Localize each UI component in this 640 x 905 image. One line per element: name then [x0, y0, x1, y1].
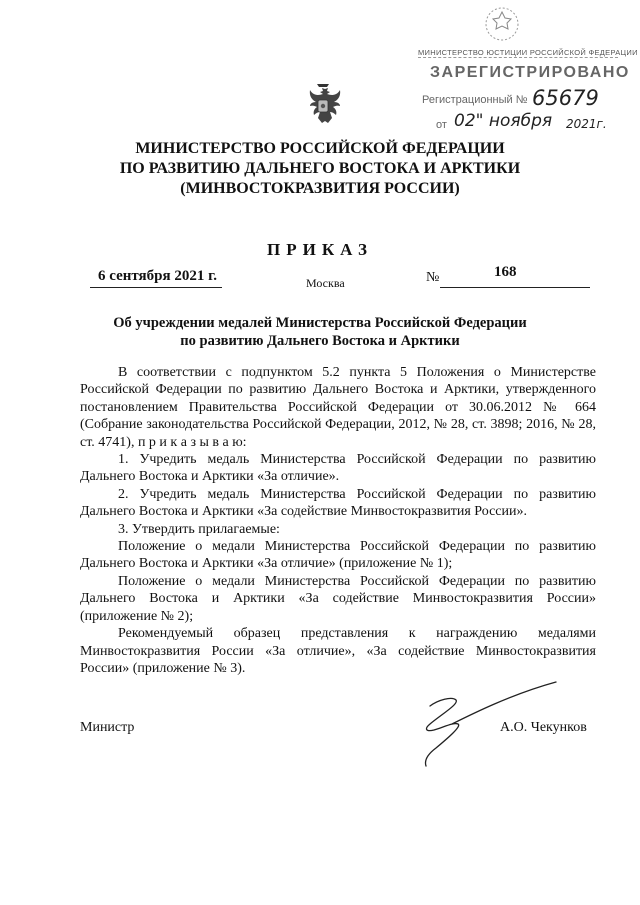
document-city: Москва [306, 276, 345, 290]
document-title-line1: Об учреждении медалей Министерства Российской Федерации [113, 315, 527, 331]
stamp-date-label: от [436, 119, 447, 131]
org-name-line2: ПО РАЗВИТИЮ ДАЛЬНЕГО ВОСТОКА И АРКТИКИ [119, 160, 521, 177]
body-paragraph: 3. Утвердить прилагаемые: [118, 521, 280, 537]
signer-title: Министр [80, 720, 135, 735]
document-type: ПРИКАЗ [267, 240, 373, 259]
body-paragraph: 1. Учредить медаль Министерства Российской Федерации по развитию Дальнего Востока и Арктики «За отличие». [80, 452, 596, 485]
signer-name: А.О. Чекунков [500, 720, 587, 735]
stamp-ministry-text: МИНИСТЕРСТВО ЮСТИЦИИ РОССИЙСКОЙ ФЕДЕРАЦИИ [418, 48, 638, 57]
document-body [80, 364, 596, 677]
body-paragraph: Положение о медали Министерства Российской Федерации по развитию Дальнего Востока и Арктики «За содействие Минвостокразвития России» (приложение № 2); [80, 573, 596, 624]
date-underline [90, 287, 222, 288]
body-paragraph: Рекомендуемый образец представления к награждению медалями Минвостокразвития России «За отличие», «За содействие Минвостокразвития России» (приложение № 3). [80, 626, 596, 676]
org-name-line3: (МИНВОСТОКРАЗВИТИЯ РОССИИ) [180, 180, 460, 197]
stamp-registered-text: ЗАРЕГИСТРИРОВАНО [430, 64, 630, 81]
document-number: 168 [494, 264, 517, 280]
stamp-regno-label: Регистрационный № [422, 94, 528, 106]
stamp-registration-year: 2021г. [566, 117, 607, 131]
number-underline [440, 287, 590, 288]
stamp-registration-date: 02" ноября [454, 111, 553, 131]
body-paragraph: Положение о медали Министерства Российской Федерации по развитию Дальнего Востока и Арктики «За отличие» (приложение № 1); [80, 539, 596, 572]
body-paragraph: В соответствии с подпунктом 5.2 пункта 5 Положения о Министерстве Российской Федерации по развитию Дальнего Востока и Арктики, утвержденного постановлением Правительства Российской Федерации от 30.06.2012 № 664 (Собрание законодательства Российской Федерации, 2012, № 28, ст. 3898; 2016, № 28, ст. 4741), п р и к а з ы в а ю: [80, 365, 596, 450]
document-title-line2: по развитию Дальнего Востока и Арктики [180, 333, 460, 349]
coat-of-arms-icon [302, 80, 344, 132]
number-sign: № [426, 270, 440, 285]
body-paragraph: 2. Учредить медаль Министерства Российской Федерации по развитию Дальнего Востока и Арктики «За содействие Минвостокразвития России». [80, 486, 596, 520]
stamp-seal-icon [478, 4, 526, 44]
org-name-line1: МИНИСТЕРСТВО РОССИЙСКОЙ ФЕДЕРАЦИИ [135, 140, 505, 157]
document-date: 6 сентября 2021 г. [98, 268, 218, 284]
registration-stamp [412, 4, 638, 132]
stamp-registration-number: 65679 [532, 86, 599, 110]
